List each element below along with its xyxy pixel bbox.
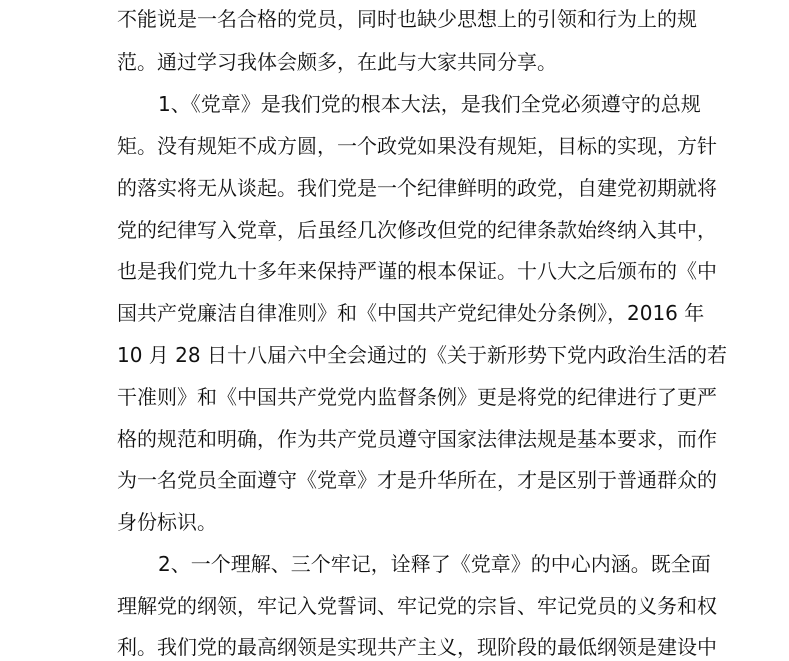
text-line: 矩。没有规矩不成方圆，一个政党如果没有规矩，目标的实现，方针 — [117, 134, 717, 158]
text-line: 10 月 28 日十八届六中全会通过的《关于新形势下党内政治生活的若 — [117, 343, 727, 367]
paragraph-2-first-line: 2、一个理解、三个牢记，诠释了《党章》的中心内涵。既全面 — [158, 552, 711, 576]
text-line: 党的纪律写入党章，后虽经几次修改但党的纪律条款始终纳入其中， — [117, 218, 717, 242]
text-line: 国共产党廉洁自律准则》和《中国共产党纪律处分条例》，2016 年 — [117, 301, 705, 325]
text-line: 为一名党员全面遵守《党章》才是升华所在，才是区别于普通群众的 — [117, 468, 717, 492]
text-line: 范。通过学习我体会颇多，在此与大家共同分享。 — [117, 50, 557, 74]
text-line: 也是我们党九十多年来保持严谨的根本保证。十八大之后颁布的《中 — [117, 259, 717, 283]
paragraph-1-first-line: 1、《党章》是我们党的根本大法，是我们全党必须遵守的总规 — [158, 92, 701, 116]
text-line: 干准则》和《中国共产党党内监督条例》更是将党的纪律进行了更严 — [117, 385, 717, 409]
text-line: 的落实将无从谈起。我们党是一个纪律鲜明的政党，自建党初期就将 — [117, 176, 717, 200]
text-line: 利。我们党的最高纲领是实现共产主义，现阶段的最低纲领是建设中 — [117, 635, 717, 659]
text-line: 身份标识。 — [117, 510, 217, 534]
text-line: 格的规范和明确，作为共产党员遵守国家法律法规是基本要求，而作 — [117, 427, 717, 451]
text-line: 理解党的纲领，牢记入党誓词、牢记党的宗旨、牢记党员的义务和权 — [117, 594, 717, 618]
text-line: 不能说是一名合格的党员，同时也缺少思想上的引领和行为上的规 — [117, 7, 697, 31]
